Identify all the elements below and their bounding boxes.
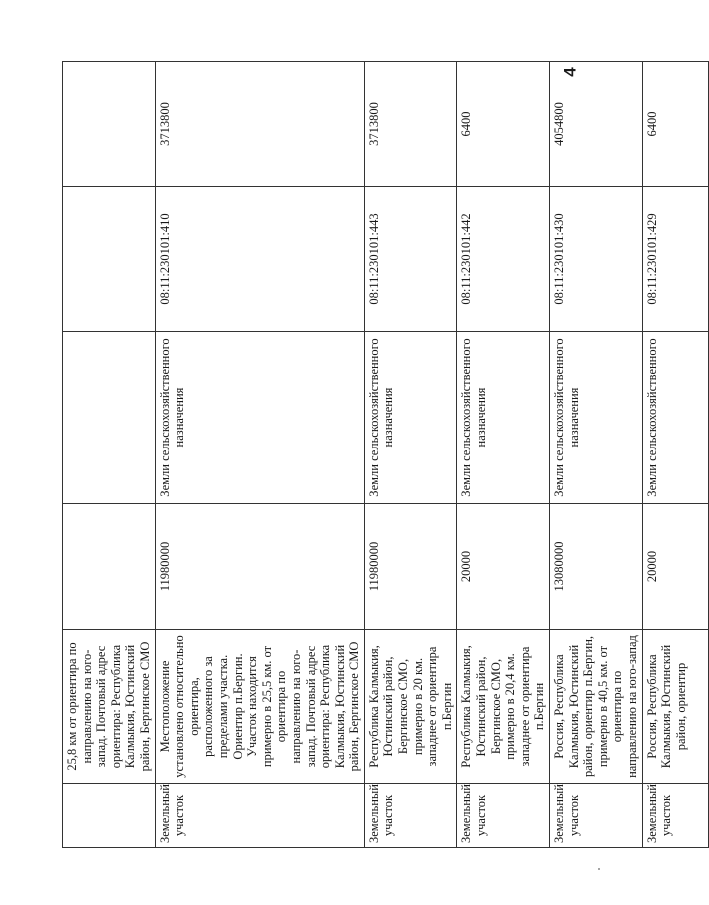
cell-area: 11980000 <box>364 504 457 630</box>
cell-object-type: Земельный участок <box>642 784 708 848</box>
table-row <box>63 62 156 848</box>
land-plots-table <box>62 61 709 848</box>
cell-category <box>63 332 156 504</box>
cell-area: 13080000 <box>550 504 643 630</box>
cell-value <box>63 62 156 187</box>
cell-value: 3713800 <box>155 62 364 187</box>
scan-speck <box>598 868 600 870</box>
cell-location: Республика Калмыкия, Юстинский район, Бергинское СМО, примерно в 20 км. западнее от ориентира п.Бергин <box>364 630 457 784</box>
cell-cadastral-number: 08:11:230101:410 <box>155 187 364 332</box>
rotated-table-wrapper <box>62 62 688 848</box>
cell-object-type: Земельный участок <box>550 784 643 848</box>
cell-value: 3713800 <box>364 62 457 187</box>
cell-cadastral-number <box>63 187 156 332</box>
cell-area: 20000 <box>642 504 708 630</box>
cell-location: Россия, Республика Калмыкия, Юстинский район, ориентир п.Бергин, примерно в 40,5 км. от ориентира по направлению на юго-запад <box>550 630 643 784</box>
cell-cadastral-number: 08:11:230101:430 <box>550 187 643 332</box>
cell-location: Россия, Республика Калмыкия, Юстинский район, ориентир <box>642 630 708 784</box>
cell-value: 6400 <box>642 62 708 187</box>
cell-value: 6400 <box>457 62 550 187</box>
cell-area <box>63 504 156 630</box>
cell-cadastral-number: 08:11:230101:443 <box>364 187 457 332</box>
cell-cadastral-number: 08:11:230101:429 <box>642 187 708 332</box>
table-row <box>642 62 708 848</box>
table-row <box>550 62 643 848</box>
table-row <box>155 62 364 848</box>
table-row <box>364 62 457 848</box>
cell-location: 25,8 км от ориентира по направлению на юго-запад. Почтовый адрес ориентира: Республика Калмыкия, Юстинский район, Бергинское СМО <box>63 630 156 784</box>
table-row <box>457 62 550 848</box>
cell-object-type: Земельный участок <box>457 784 550 848</box>
cell-category: Земли сельскохозяйственного назначения <box>457 332 550 504</box>
cell-category: Земли сельскохозяйственного назначения <box>155 332 364 504</box>
cell-category: Земли сельскохозяйственного <box>642 332 708 504</box>
cell-category: Земли сельскохозяйственного назначения <box>550 332 643 504</box>
cell-value: 4054800 <box>550 62 643 187</box>
cell-object-type: Земельный участок <box>155 784 364 848</box>
cell-area: 20000 <box>457 504 550 630</box>
cell-object-type <box>63 784 156 848</box>
cell-category: Земли сельскохозяйственного назначения <box>364 332 457 504</box>
cell-location: Республика Калмыкия, Юстинский район, Бергинское СМО, примерно в 20,4 км. западнее от ориентира п.Бергин <box>457 630 550 784</box>
cell-location: Местоположение установлено относительно ориентира, расположенного за пределами участка. Ориентир п.Бергин. Участок находится примерно в 25,5 км. от ориентира по направлению на юго-запад. Почтовый адрес ориентира: Республика Калмыкия, Юстинский район, Бергинское СМО <box>155 630 364 784</box>
page-number: 4 <box>560 67 580 77</box>
cell-cadastral-number: 08:11:230101:442 <box>457 187 550 332</box>
cell-object-type: Земельный участок <box>364 784 457 848</box>
cell-area: 11980000 <box>155 504 364 630</box>
